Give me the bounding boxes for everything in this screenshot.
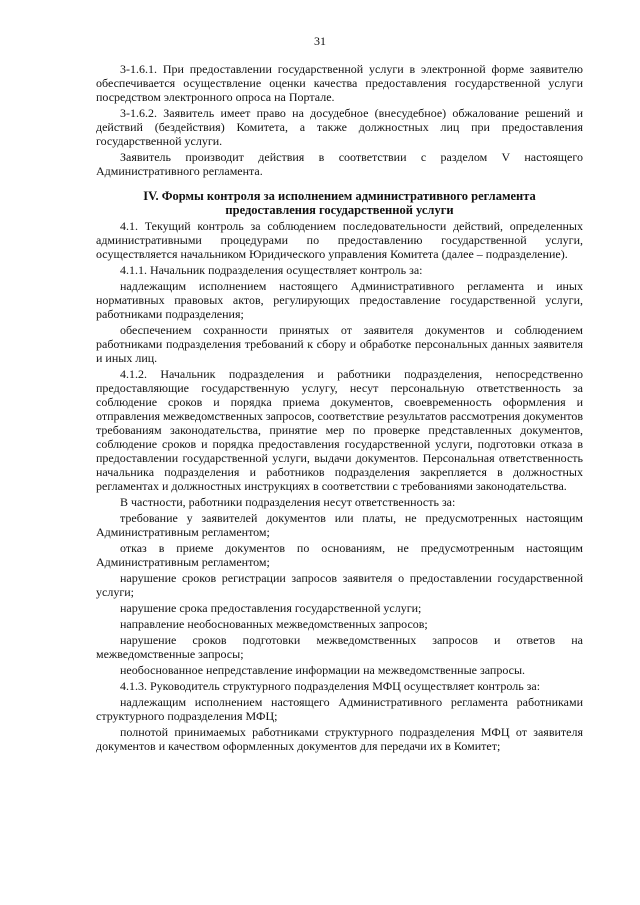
paragraph: 4.1.3. Руководитель структурного подразделения МФЦ осуществляет контроль за: (120, 679, 541, 693)
document-body (96, 62, 583, 755)
paragraph: надлежащим исполнением настоящего Административного регламента и иных нормативных правовых актов, регулирующих предоставление государственной услуги, работниками подразделения; (96, 279, 583, 321)
paragraph: 3-1.6.1. При предоставлении государственной услуги в электронной форме заявителю обеспечивается осуществление оценки качества предоставления государственной услуги посредством электронного опроса на Портале. (96, 62, 583, 104)
paragraph: Заявитель производит действия в соответствии с разделом V настоящего Административного регламента. (96, 150, 583, 178)
section-heading (96, 189, 583, 217)
page-number: 31 (314, 34, 326, 48)
paragraph: В частности, работники подразделения несут ответственность за: (120, 495, 456, 509)
section-heading-line: IV. Формы контроля за исполнением административного регламента (143, 189, 536, 203)
paragraph: необоснованное непредставление информации на межведомственные запросы. (120, 663, 526, 677)
paragraph: нарушение срока предоставления государственной услуги; (120, 601, 422, 615)
paragraph: 3-1.6.2. Заявитель имеет право на досудебное (внесудебное) обжалование решений и действий (бездействия) Комитета, а также должностных лиц при предоставления государственной услуги. (96, 106, 583, 148)
paragraph: 4.1.1. Начальник подразделения осуществляет контроль за: (120, 263, 423, 277)
paragraph: отказ в приеме документов по основаниям, не предусмотренным настоящим Административным регламентом; (96, 541, 583, 569)
paragraph: требование у заявителей документов или платы, не предусмотренных настоящим Административным регламентом; (96, 511, 583, 539)
paragraph: нарушение сроков подготовки межведомственных запросов и ответов на межведомственные запросы; (96, 633, 583, 661)
paragraph: 4.1. Текущий контроль за соблюдением последовательности действий, определенных административными процедурами по предоставлению государственной услуги, осуществляется начальником Юридического управления Комитета (далее – подразделение). (96, 219, 583, 261)
paragraph: 4.1.2. Начальник подразделения и работники подразделения, непосредственно предоставляющие государственную услугу, несут персональную ответственность за соблюдение сроков и порядка приема документов, своевременность оформления и отправления межведомственных запросов, соответствие результатов рассмотрения документов требованиям законодательства, принятие мер по проверке представленных документов, соблюдение сроков и порядка предоставления государственной услуги, подготовки отказа в предоставлении государственной услуги, выдачи документов. Персональная ответственность начальника подразделения и работников подразделения закрепляется в должностных регламентах и должностных инструкциях в соответствии с требованиями законодательства. (96, 367, 583, 493)
section-heading-line: предоставления государственной услуги (225, 203, 454, 217)
paragraph: нарушение сроков регистрации запросов заявителя о предоставлении государственной услуги; (96, 571, 583, 599)
paragraph: обеспечением сохранности принятых от заявителя документов и соблюдением работниками подразделения требований к сбору и обработке персональных данных заявителя и иных лиц. (96, 323, 583, 365)
paragraph: направление необоснованных межведомственных запросов; (120, 617, 428, 631)
paragraph: полнотой принимаемых работниками структурного подразделения МФЦ от заявителя документов и качеством оформленных документов для передачи их в Комитет; (96, 725, 583, 753)
paragraph: надлежащим исполнением настоящего Административного регламента работниками структурного подразделения МФЦ; (96, 695, 583, 723)
